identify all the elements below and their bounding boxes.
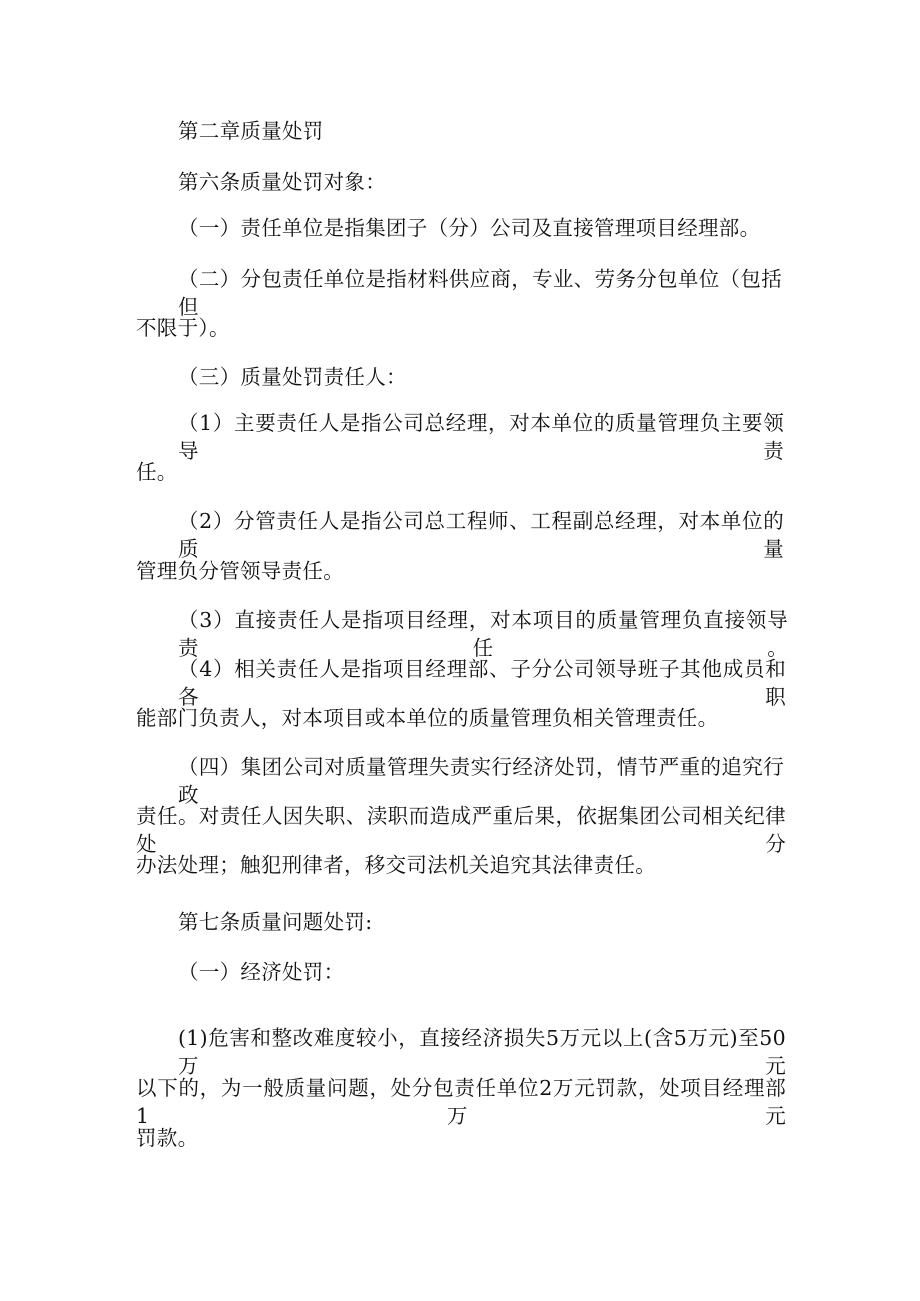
chapter-heading: 第二章质量处罚	[178, 119, 324, 143]
paragraph-line: （一）经济处罚：	[178, 960, 345, 984]
paragraph-line: (1)危害和整改难度较小，直接经济损失5万元以上(含5万元)至50万元	[178, 1026, 786, 1078]
article-7-heading: 第七条质量问题处罚:	[178, 910, 373, 934]
paragraph-line: 管理负分管领导责任。	[136, 559, 344, 583]
paragraph-line: （4）相关责任人是指项目经理部、子分公司领导班子其他成员和各职	[178, 657, 786, 709]
paragraph-line: 办法处理；触犯刑律者，移交司法机关追究其法律责任。	[136, 853, 656, 877]
paragraph-line: 不限于）。	[136, 316, 230, 340]
paragraph-line: （3）直接责任人是指项目经理，对本项目的质量管理负直接领导责任。	[178, 608, 788, 660]
paragraph-line: 任。	[136, 460, 178, 484]
paragraph-line: 责任。对责任人因失职、渎职而造成严重后果，依据集团公司相关纪律处分	[136, 804, 786, 856]
paragraph-line: （1）主要责任人是指公司总经理，对本单位的质量管理负主要领导责	[178, 411, 784, 463]
paragraph-line: 罚款。	[136, 1126, 199, 1150]
paragraph-line: 以下的，为一般质量问题，处分包责任单位2万元罚款，处项目经理部1万元	[136, 1076, 786, 1128]
article-6-heading: 第六条质量处罚对象：	[178, 170, 386, 194]
paragraph-line: （一）责任单位是指集团子（分）公司及直接管理项目经理部。	[178, 216, 761, 240]
paragraph-line: （2）分管责任人是指公司总工程师、工程副总经理，对本单位的质量	[178, 509, 784, 561]
paragraph-line: （二）分包责任单位是指材料供应商，专业、劳务分包单位（包括但	[178, 267, 782, 319]
paragraph-line: （三）质量处罚责任人：	[178, 365, 407, 389]
paragraph-line: 能部门负责人，对本项目或本单位的质量管理负相关管理责任。	[136, 706, 719, 730]
paragraph-line: （四）集团公司对质量管理失责实行经济处罚，情节严重的追究行政	[178, 755, 784, 807]
